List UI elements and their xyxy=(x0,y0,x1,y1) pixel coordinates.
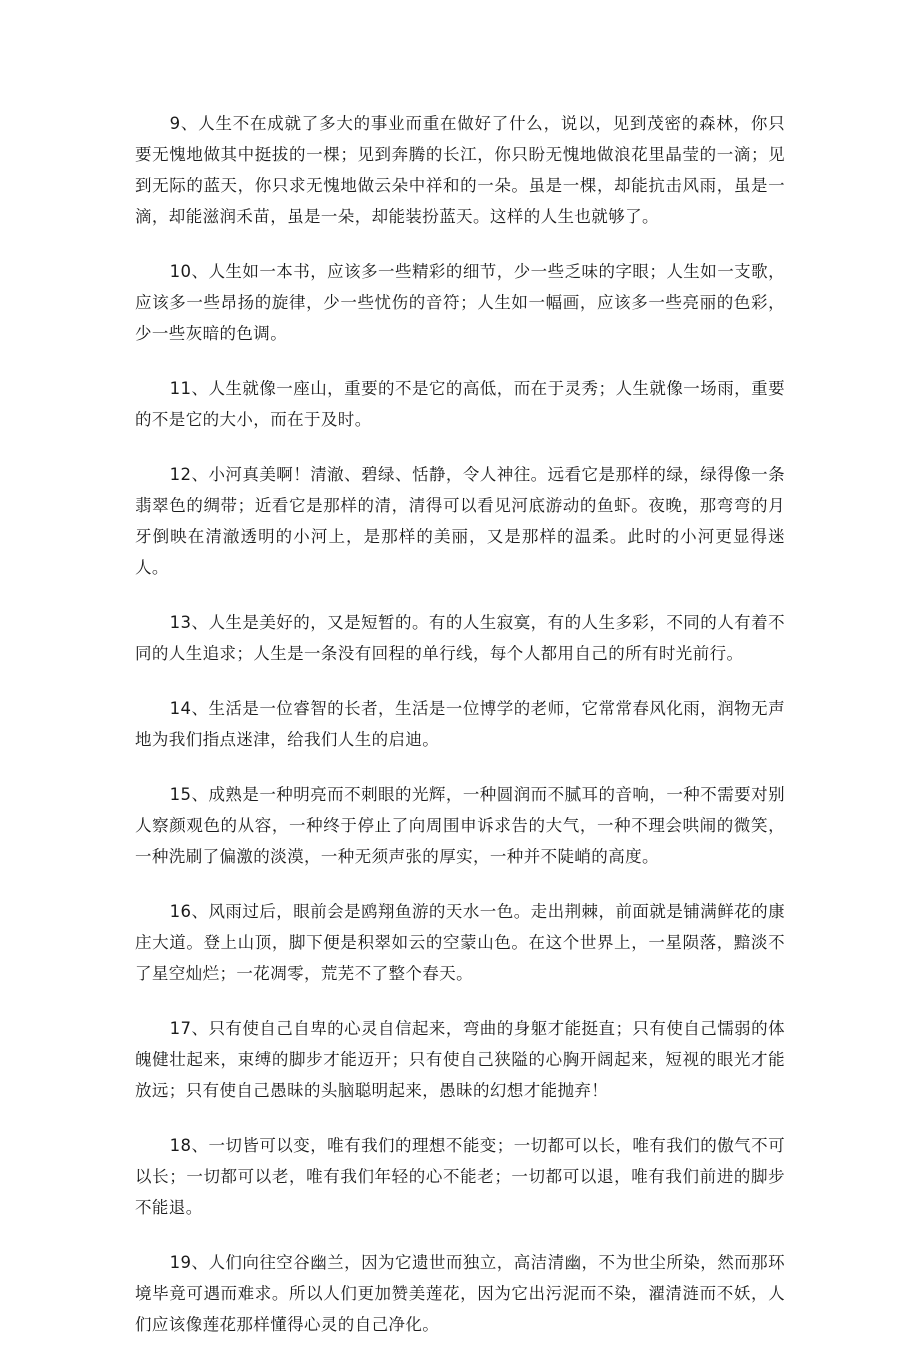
paragraph-19: 19、人们向往空谷幽兰，因为它遗世而独立，高洁清幽，不为世尘所染，然而那环境毕竟可遇而难求。所以人们更加赞美莲花，因为它出污泥而不染，濯清涟而不妖，人们应该像莲花那样懂得心灵的自己净化。 xyxy=(135,1253,785,1334)
paragraph-14: 14、生活是一位睿智的长者，生活是一位博学的老师，它常常春风化雨，润物无声地为我们指点迷津，给我们人生的启迪。 xyxy=(135,699,785,749)
paragraph-17: 17、只有使自己自卑的心灵自信起来，弯曲的身躯才能挺直；只有使自己懦弱的体魄健壮起来，束缚的脚步才能迈开；只有使自己狭隘的心胸开阔起来，短视的眼光才能放远；只有使自己愚昧的头脑聪明起来，愚昧的幻想才能抛弃！ xyxy=(135,1019,785,1100)
paragraph-12: 12、小河真美啊！清澈、碧绿、恬静，令人神往。远看它是那样的绿，绿得像一条翡翠色的绸带；近看它是那样的清，清得可以看见河底游动的鱼虾。夜晚，那弯弯的月牙倒映在清澈透明的小河上，是那样的美丽，又是那样的温柔。此时的小河更显得迷人。 xyxy=(135,465,785,577)
paragraph-18: 18、一切皆可以变，唯有我们的理想不能变；一切都可以长，唯有我们的傲气不可以长；一切都可以老，唯有我们年轻的心不能老；一切都可以退，唯有我们前进的脚步不能退。 xyxy=(135,1136,785,1217)
paragraph-10: 10、人生如一本书，应该多一些精彩的细节，少一些乏味的字眼；人生如一支歌，应该多一些昂扬的旋律，少一些忧伤的音符；人生如一幅画，应该多一些亮丽的色彩，少一些灰暗的色调。 xyxy=(135,262,785,343)
paragraph-13: 13、人生是美好的，又是短暂的。有的人生寂寞，有的人生多彩，不同的人有着不同的人生追求；人生是一条没有回程的单行线，每个人都用自己的所有时光前行。 xyxy=(135,613,785,663)
paragraph-9: 9、人生不在成就了多大的事业而重在做好了什么，说以，见到茂密的森林，你只要无愧地做其中挺拔的一棵；见到奔腾的长江，你只盼无愧地做浪花里晶莹的一滴；见到无际的蓝天，你只求无愧地做云朵中祥和的一朵。虽是一棵，却能抗击风雨，虽是一滴，却能滋润禾苗，虽是一朵，却能装扮蓝天。这样的人生也就够了。 xyxy=(135,114,785,226)
paragraph-16: 16、风雨过后，眼前会是鸥翔鱼游的天水一色。走出荆棘，前面就是铺满鲜花的康庄大道。登上山顶，脚下便是积翠如云的空蒙山色。在这个世界上，一星陨落，黯淡不了星空灿烂；一花凋零，荒芜不了整个春天。 xyxy=(135,902,785,983)
document-page xyxy=(135,108,785,1364)
paragraph-15: 15、成熟是一种明亮而不刺眼的光辉，一种圆润而不腻耳的音响，一种不需要对别人察颜观色的从容，一种终于停止了向周围申诉求告的大气，一种不理会哄闹的微笑，一种洗刷了偏激的淡漠，一种无须声张的厚实，一种并不陡峭的高度。 xyxy=(135,785,785,866)
paragraph-11: 11、人生就像一座山，重要的不是它的高低，而在于灵秀；人生就像一场雨，重要的不是它的大小，而在于及时。 xyxy=(135,379,785,429)
